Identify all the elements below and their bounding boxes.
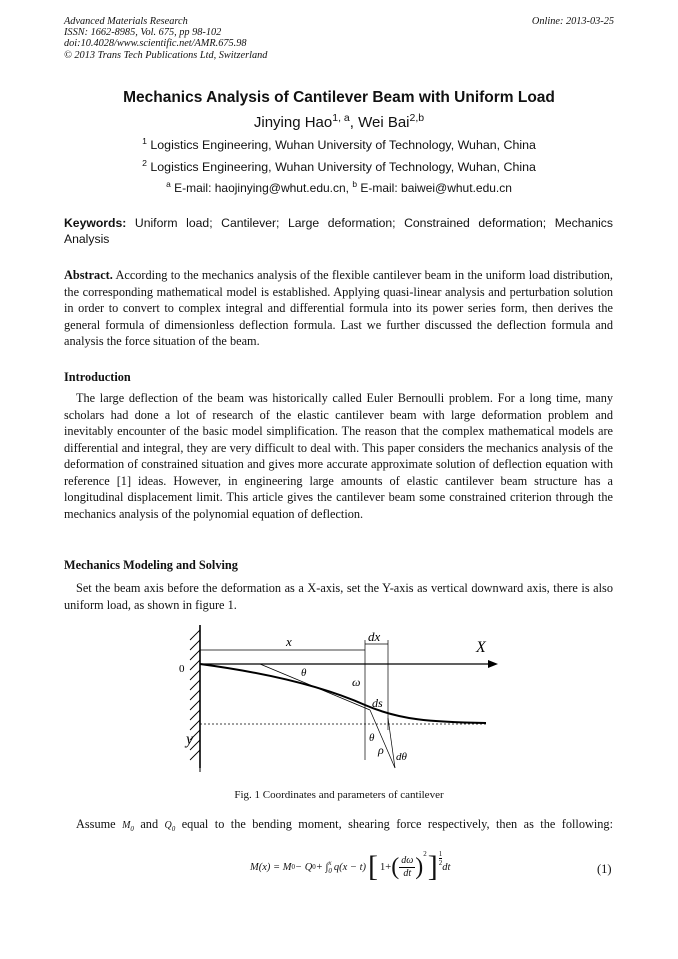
keywords-text: Uniform load; Cantilever; Large deformation; Constrained deformation; Mechanics Analysis — [64, 216, 613, 246]
deflected-beam — [200, 664, 486, 723]
eq-pow-num: 1 — [438, 850, 443, 858]
eq-paren-left: ( — [391, 854, 400, 880]
eq-limit-upper: x — [328, 859, 332, 867]
x-axis-arrow — [488, 660, 498, 668]
eq-sub1: 0 — [312, 863, 316, 871]
label-ds: ds — [372, 696, 383, 710]
abstract-text: According to the mechanics analysis of the flexible cantilever beam in the uniform load distribution, the corresponding mathematical model is established. Applying quasi-linear analysis and perturbation solution in order to convert to complex integral and differential formula into its power series form, then derives the general formula of dimensionless deflection formula. Last we further discussed the deflection formula and analysis the force situation of the beam. — [64, 268, 613, 348]
label-omega: ω — [352, 675, 361, 689]
author-1: Jinying Hao — [253, 114, 333, 131]
affiliation-1 — [0, 135, 678, 152]
paper-title: Mechanics Analysis of Cantilever Beam with Uniform Load — [123, 89, 555, 106]
eq-mid: − Q — [294, 861, 313, 873]
affiliation-2-sup: 2 — [142, 157, 147, 168]
label-origin: 0 — [179, 663, 185, 675]
eq-dt: dt — [442, 861, 451, 873]
eq-sub0: 0 — [291, 863, 295, 871]
eq-integrand: q(x − t) — [333, 861, 367, 873]
label-theta-2: θ — [369, 732, 375, 744]
q0-symbol — [165, 820, 176, 831]
email-a-sup: a — [166, 179, 171, 189]
label-x: x — [286, 634, 292, 649]
eq-one: 1+ — [380, 861, 392, 873]
eq-limits — [328, 859, 332, 875]
affiliation-1-text: Logistics Engineering, Wuhan University of Technology, Wuhan, China — [146, 138, 536, 152]
introduction-paragraph: The large deflection of the beam was historically called Euler Bernoulli problem. For a long time, many scholars had done a lot of research of the elastic cantilever beam with large deformation problem and inevitably encounter of the basic model simplification. The reason that the complex mathematical models are differential and integral, they are very difficult to deal with. This paper considers the mechanics analysis of the deformation of constrained situation and gives more accurate approximate solution of deflection equation with reference [1] ideas. However, in engineering large amounts of elastic cantilever beam structure has a longitudinal displacement limit. This article gives the cantilever beam some constrained criterion through the mechanics analysis of the polynomial equation of deflection. — [64, 391, 613, 521]
q0-letter: Q — [164, 820, 172, 831]
and-word: and — [140, 817, 159, 831]
eq-frac-num: dω — [401, 854, 414, 866]
author-sep: , — [349, 114, 359, 131]
cantilever-figure — [170, 620, 500, 775]
figure-caption: Fig. 1 Coordinates and parameters of cantilever — [234, 789, 444, 801]
equation-1: M(x) = M 0 − Q 0 + ∫ x 0 q(x − t) [ 1+ ( $\frac{d\omega}{dt}$ ) 2 ] $\frac{1}{2}$ dt — [250, 850, 451, 883]
affiliation-1-sup: 1 — [142, 135, 147, 146]
label-theta: θ — [301, 667, 307, 679]
label-dtheta: dθ — [396, 751, 407, 763]
eq-bracket-right: ] — [427, 850, 438, 883]
assume-word: Assume — [76, 817, 116, 831]
eq-paren-right: ) — [415, 854, 424, 880]
copyright-line: © 2013 Trans Tech Publications Ltd, Switzerland — [64, 49, 268, 61]
eq-lhs: M(x) = M — [250, 861, 292, 873]
section-modeling-heading: Mechanics Modeling and Solving — [64, 558, 238, 572]
label-X-axis: X — [476, 639, 486, 656]
keywords-label: Keywords: — [64, 216, 127, 230]
eq-bracket-left: [ — [368, 850, 379, 883]
q0-sub: 0 — [171, 825, 176, 833]
section-introduction-heading: Introduction — [64, 370, 131, 384]
equation-number: (1) — [597, 862, 612, 876]
online-date: Online: 2013-03-25 — [531, 16, 614, 27]
m0-letter: M — [122, 820, 131, 831]
emails — [0, 181, 678, 195]
label-y-axis: y — [186, 731, 194, 748]
doi-line: doi:10.4028/www.scientific.net/AMR.675.98 — [64, 38, 247, 50]
email-b-sup: b — [352, 179, 358, 189]
m0-symbol — [122, 820, 134, 831]
issn-line: ISSN: 1662-8985, Vol. 675, pp 98-102 — [64, 27, 222, 39]
eq-integral: + ∫ — [315, 861, 329, 873]
label-rho: ρ — [378, 743, 384, 757]
affiliation-2-text: Logistics Engineering, Wuhan University of Technology, Wuhan, China — [146, 160, 536, 174]
eq-pow-den: 2 — [438, 859, 443, 867]
assume-rest: equal to the bending moment, shearing force respectively, then as the following: — [181, 817, 613, 831]
assume-line-1 — [64, 816, 613, 838]
eq-frac-den: dt — [403, 867, 412, 879]
email-b[interactable]: E-mail: baiwei@whut.edu.cn — [357, 181, 512, 195]
author-2: Wei Bai — [358, 114, 410, 131]
affiliation-2 — [0, 157, 678, 174]
journal-header — [64, 16, 267, 61]
abstract-label: Abstract. — [64, 268, 113, 282]
modeling-paragraph: Set the beam axis before the deformation as a X-axis, set the Y-axis as vertical downward axis, there is also uniform load, as shown in figure 1. — [64, 581, 613, 612]
eq-limit-lower: 0 — [328, 867, 332, 875]
journal-name: Advanced Materials Research — [64, 16, 188, 27]
keywords — [64, 216, 613, 247]
eq-fraction — [399, 855, 415, 880]
m0-sub: 0 — [130, 825, 134, 833]
authors — [0, 114, 678, 131]
author-1-sup: 1, a — [332, 112, 350, 124]
abstract — [64, 267, 613, 350]
email-a[interactable]: E-mail: haojinying@whut.edu.cn, — [170, 181, 353, 195]
label-dx: dx — [368, 629, 381, 644]
author-2-sup: 2,b — [409, 112, 425, 124]
